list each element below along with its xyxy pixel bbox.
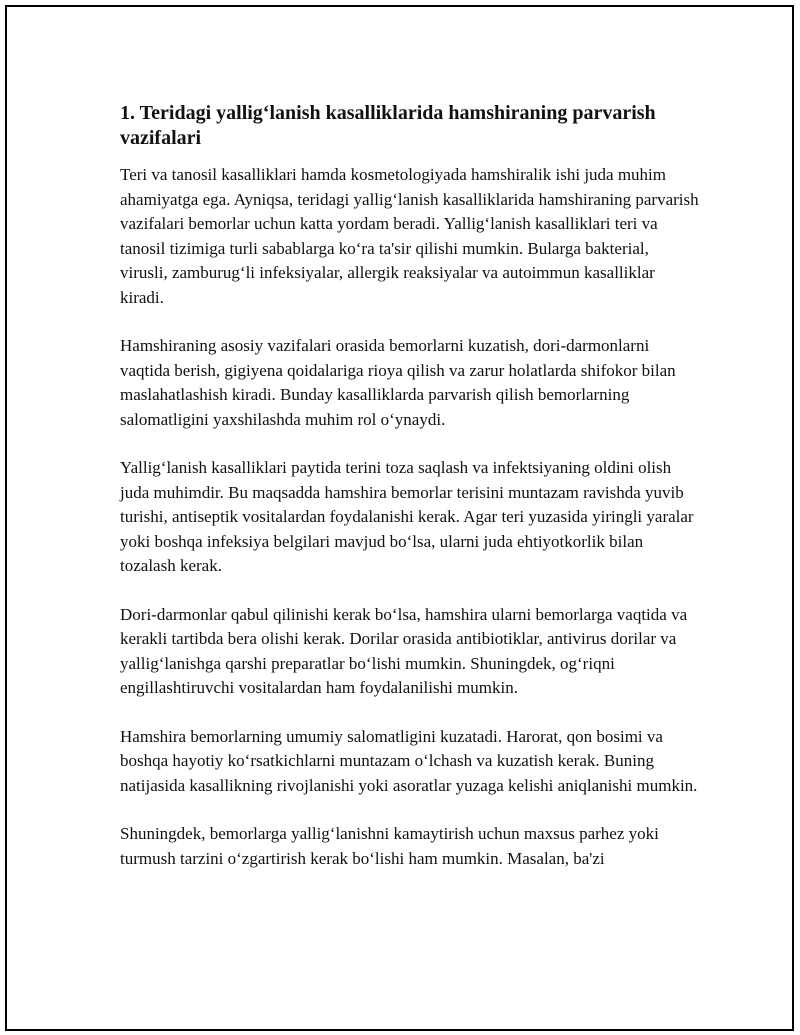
paragraph-5: Hamshira bemorlarning umumiy salomatligini kuzatadi. Harorat, qon bosimi va boshqa hayotiy ko‘rsatkichlarni muntazam o‘lchash va kuzatish kerak. Buning natijasida kasallikning rivojlanishi yoki asoratlar yuzaga kelishi aniqlanishi mumkin. (120, 726, 698, 795)
document-body (120, 101, 700, 895)
section-heading: 1. Teridagi yallig‘lanish kasalliklarida hamshiraning parvarish vazifalari (120, 102, 656, 149)
page-frame (5, 5, 794, 1031)
paragraph-3: Yallig‘lanish kasalliklari paytida terini toza saqlash va infektsiyaning oldini olish juda muhimdir. Bu maqsadda hamshira bemorlar terisini muntazam ravishda yuvib turishi, antiseptik vositalardan foydalanishi kerak. Agar teri yuzasida yiringli yaralar yoki boshqa infeksiya belgilari mavjud bo‘lsa, ularni juda ehtiyotkorlik bilan tozalash kerak. (120, 458, 694, 575)
paragraph-1: Teri va tanosil kasalliklari hamda kosmetologiyada hamshiralik ishi juda muhim ahamiyatga ega. Ayniqsa, teridagi yallig‘lanish kasalliklarida hamshiraning parvarish vazifalari bemorlar uchun katta yordam beradi. Yallig‘lanish kasalliklari teri va tanosil tizimiga turli sabablarga ko‘ra ta'sir qilishi mumkin. Bularga bakterial, virusli, zamburug‘li infeksiyalar, allergik reaksiyalar va autoimmun kasalliklar kiradi. (120, 165, 699, 307)
paragraph-2: Hamshiraning asosiy vazifalari orasida bemorlarni kuzatish, dori-darmonlarni vaqtida berish, gigiyena qoidalariga rioya qilish va zarur holatlarda shifokor bilan maslahatlashish kiradi. Bunday kasalliklarda parvarish qilish bemorlarning salomatligini yaxshilashda muhim rol o‘ynaydi. (120, 336, 676, 429)
paragraph-4: Dori-darmonlar qabul qilinishi kerak bo‘lsa, hamshira ularni bemorlarga vaqtida va kerakli tartibda bera olishi kerak. Dorilar orasida antibiotiklar, antivirus dorilar va yallig‘lanishga qarshi preparatlar bo‘lishi mumkin. Shuningdek, og‘riqni engillashtiruvchi vositalardan ham foydalanilishi mumkin. (120, 604, 688, 697)
paragraph-6: Shuningdek, bemorlarga yallig‘lanishni kamaytirish uchun maxsus parhez yoki turmush tarzini o‘zgartirish kerak bo‘lishi ham mumkin. Masalan, ba'zi (120, 824, 659, 868)
